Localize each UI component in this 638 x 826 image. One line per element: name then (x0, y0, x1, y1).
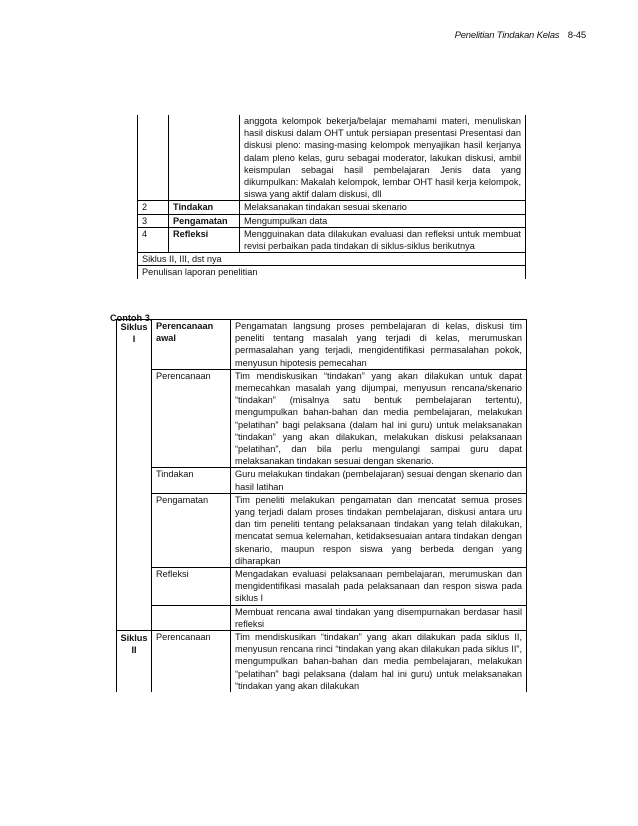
table-row (138, 253, 526, 266)
row-step: Perencanaan (152, 369, 231, 468)
row-desc: Melaksanakan tindakan sesuai skenario (240, 201, 526, 214)
row-number: 4 (138, 227, 169, 252)
example-caption: Contoh 3. (110, 313, 153, 323)
row-step: Refleksi (169, 227, 240, 252)
row-desc: Tim mendiskusikan “tindakan” yang akan dilakukan untuk dapat memecahkan masalah yang dijumpai, menyusun rencana/skenario “tindakan” (misalnya satu bentuk pembelajaran tertentu), mengumpulkan bahan-bahan dan media pembelajaran, melakukan “pelatihan” bagi pelaksana (dalam hal ini guru) untuk melaksanakan “tindakan” yang akan dilakukan, melakukan diskusi pelaksanaan “pelatihan”, dan bila perlu mengulangi sampai guru dapat melaksanakan tindakan sesuai dengan skenario. (231, 369, 527, 468)
table-row (138, 214, 526, 227)
siklus-1-label: Siklus I (117, 320, 152, 631)
row-step (152, 605, 231, 630)
row-step: Pengamatan (152, 493, 231, 567)
table-row (117, 468, 527, 493)
table-row (117, 369, 527, 468)
table-row (138, 115, 526, 201)
row-step: Perencanaan awal (152, 320, 231, 370)
row-desc: Mengumpulkan data (240, 214, 526, 227)
header-title: Penelitian Tindakan Kelas (454, 30, 560, 41)
page-header (455, 30, 586, 41)
row-number: 2 (138, 201, 169, 214)
row-number: 3 (138, 214, 169, 227)
penulisan-row: Penulisan laporan penelitian (138, 266, 526, 279)
table-row (138, 227, 526, 252)
table-row (138, 201, 526, 214)
page-number: 8-45 (567, 30, 586, 41)
row-desc: Tim mendiskusikan “tindakan” yang akan dilakukan pada siklus II, menyusun rencana rinci “tindakan yang akan dilakukan pada siklus II”, mengumpulkan bahan-bahan dan media pembelajaran, melakukan “pelatihan” bagi pelaksana (dalam hal ini guru) untuk melaksanakan “tindakan yang akan dilakukan (231, 631, 527, 693)
table-contoh-3 (116, 319, 527, 692)
table-row (117, 320, 527, 370)
row-step: Refleksi (152, 568, 231, 606)
table-cell (138, 115, 169, 201)
siklus-2-label: Siklus II (117, 631, 152, 693)
table-row (117, 493, 527, 567)
row-desc: Mengadakan evaluasi pelaksanaan pembelajaran, merumuskan dan mengidentifikasi masalah pada pelaksanaan dan respon siswa pada siklus I (231, 568, 527, 606)
row-step: Tindakan (169, 201, 240, 214)
row-step: Perencanaan (152, 631, 231, 693)
row-desc: Guru melakukan tindakan (pembelajaran) sesuai dengan skenario dan hasil latihan (231, 468, 527, 493)
row-desc: Pengamatan langsung proses pembelajaran di kelas, diskusi tim peneliti tentang masalah yang terjadi di kelas, merumuskan permasalahan yang terjadi, mengidentifikasi permasalahan pokok, menyusun hipotesis pemecahan (231, 320, 527, 370)
table-row (138, 266, 526, 279)
row-desc: Mengguinakan data dilakukan evaluasi dan refleksi untuk membuat revisi perbaikan pada tindakan di siklus-siklus berikutnya (240, 227, 526, 252)
row-step: Pengamatan (169, 214, 240, 227)
row-desc: Tim peneliti melakukan pengamatan dan mencatat semua proses yang terjadi dalam proses tindakan pembelajaran, diskusi antara uru dan tim peneliti tentang pelaksanaan tindakan yang telah dilakukan, mencatat semua kelemahan, ketidaksesuaian antara tindakan dengan skenario, maupun respon siswa yang berbeda dengan yang diharapkan (231, 493, 527, 567)
table-row (117, 605, 527, 630)
row-desc: Membuat rencana awal tindakan yang disempurnakan berdasar hasil refleksi (231, 605, 527, 630)
table-row (117, 631, 527, 693)
row-step: Tindakan (152, 468, 231, 493)
table-row (117, 568, 527, 606)
siklus-row: Siklus II, III, dst nya (138, 253, 526, 266)
table-cell-intro: anggota kelompok bekerja/belajar memahami materi, menuliskan hasil diskusi dalam OHT untuk persiapan presentasi Presentasi dan diskusi pleno: masing-masing kelompok menyajikan hasil kerjanya dalam pleno kelas, guru sebagai moderator, lakukan diskusi, ambil keismpulan sebagai hasil pembelajaran Jenis data yang dikumpulkan: Makalah kelompok, lembar OHT hasil kerja kelompok, siswa yang aktif dalam diskusi, dll (240, 115, 526, 201)
table-siklus-continuation (137, 115, 526, 279)
table-cell (169, 115, 240, 201)
